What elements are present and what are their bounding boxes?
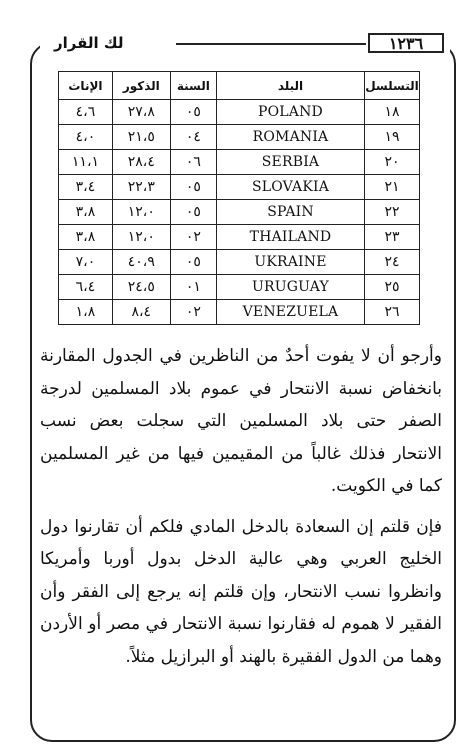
cell-serial: ٢٦ [365, 300, 420, 325]
table-row [59, 225, 420, 250]
page-number: ١٢٣٦ [368, 33, 444, 53]
cell-year: ٠٥ [170, 100, 216, 125]
cell-year: ٠٥ [170, 200, 216, 225]
cell-females: ٦،٤ [59, 275, 113, 300]
paragraph: فإن قلتم إن السعادة بالدخل المادي فلكم أن تقارنوا دول الخليج العربي وهي عالية الدخل بدول أوربا وأمريكا وانظروا نسب الانتحار، وإن قلتم إنه يرجع إلى الفقر وأن الفقير لا هموم له فقارنوا نسبة الانتحار في مصر أو الأردن وهما من الدول الفقيرة بالهند أو البرازيل مثلاً. [40, 516, 442, 667]
cell-serial: ٢٠ [365, 150, 420, 175]
cell-females: ٤،٦ [59, 100, 113, 125]
cell-males: ١٢،٠ [112, 200, 170, 225]
cell-serial: ٢٢ [365, 200, 420, 225]
header-country: البلد [217, 72, 365, 100]
table-row [59, 200, 420, 225]
cell-year: ٠٦ [170, 150, 216, 175]
table-row [59, 275, 420, 300]
cell-country: URUGUAY [217, 275, 365, 300]
table-row [59, 100, 420, 125]
cell-males: ١٢،٠ [112, 225, 170, 250]
cell-males: ٤٠،٩ [112, 250, 170, 275]
cell-serial: ٢١ [365, 175, 420, 200]
running-title: لك القرار [54, 34, 124, 52]
body-text [40, 340, 442, 673]
cell-females: ٤،٠ [59, 125, 113, 150]
cell-males: ٢١،٥ [112, 125, 170, 150]
table-row [59, 125, 420, 150]
paragraph: وأرجو أن لا يفوت أحدٌ من الناظرين في الجدول المقارنة بانخفاض نسبة الانتحار في عموم بلاد المسلمين لدرجة الصفر حتى بلاد المسلمين التي سجلت بعض نسب الانتحار فذلك غالباً من المقيمين فيها من غير المسلمين كما في الكويت. [40, 346, 442, 496]
cell-country: ROMANIA [217, 125, 365, 150]
suicide-rates-table [58, 71, 420, 325]
cell-country: SLOVAKIA [217, 175, 365, 200]
table-row [59, 250, 420, 275]
cell-year: ٠١ [170, 275, 216, 300]
table-row [59, 150, 420, 175]
cell-year: ٠٢ [170, 225, 216, 250]
cell-males: ٢٧،٨ [112, 100, 170, 125]
header-rule [176, 43, 366, 45]
cell-females: ١،٨ [59, 300, 113, 325]
cell-males: ٨،٤ [112, 300, 170, 325]
cell-serial: ٢٤ [365, 250, 420, 275]
cell-serial: ٢٣ [365, 225, 420, 250]
cell-year: ٠٥ [170, 175, 216, 200]
header-males: الذكور [112, 72, 170, 100]
cell-year: ٠٥ [170, 250, 216, 275]
cell-country: VENEZUELA [217, 300, 365, 325]
table-row [59, 300, 420, 325]
cell-serial: ١٩ [365, 125, 420, 150]
table-header-row [59, 72, 420, 100]
cell-country: SERBIA [217, 150, 365, 175]
cell-country: UKRAINE [217, 250, 365, 275]
cell-year: ٠٤ [170, 125, 216, 150]
cell-females: ٣،٤ [59, 175, 113, 200]
table-row [59, 175, 420, 200]
cell-serial: ١٨ [365, 100, 420, 125]
table-body [59, 100, 420, 325]
header-year: السنة [170, 72, 216, 100]
cell-year: ٠٢ [170, 300, 216, 325]
header-females: الإناث [59, 72, 113, 100]
cell-females: ٧،٠ [59, 250, 113, 275]
cell-females: ٣،٨ [59, 225, 113, 250]
cell-country: SPAIN [217, 200, 365, 225]
cell-females: ١١،١ [59, 150, 113, 175]
cell-country: POLAND [217, 100, 365, 125]
cell-country: THAILAND [217, 225, 365, 250]
cell-males: ٢٨،٤ [112, 150, 170, 175]
cell-males: ٢٢،٣ [112, 175, 170, 200]
cell-males: ٢٤،٥ [112, 275, 170, 300]
header-serial: التسلسل [365, 72, 420, 100]
cell-females: ٣،٨ [59, 200, 113, 225]
cell-serial: ٢٥ [365, 275, 420, 300]
